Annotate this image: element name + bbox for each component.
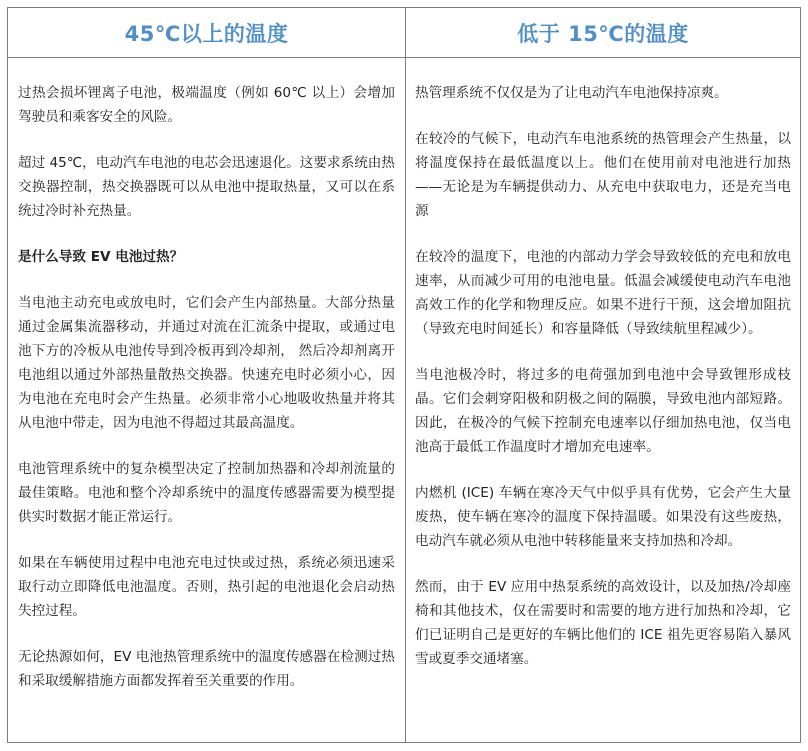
left-paragraph-6: 无论热源如何，EV 电池热管理系统中的温度传感器在检测过热和采取缓解措施方面都发挥着至关重要的作用。	[18, 649, 395, 689]
comparison-table	[7, 7, 801, 743]
right-paragraph-2: 在较冷的气候下，电动汽车电池系统的热管理会产生热量，以将温度保持在最低温度以上。他们在使用前对电池进行加热——无论是为车辆提供动力、从充电中获取电力，还是充当电源	[415, 131, 791, 219]
right-paragraph-3: 在较冷的温度下，电池的内部动力学会导致较低的充电和放电速率，从而减少可用的电池电量。低温会减缓使电动汽车电池高效工作的化学和物理反应。如果不进行干预，这会增加阻抗（导致充电时间延长）和容量降低（导致续航里程减少）。	[415, 249, 791, 337]
left-paragraph-1: 过热会损坏锂离子电池，极端温度（例如 60℃ 以上）会增加驾驶员和乘客安全的风险。	[18, 85, 395, 125]
right-paragraph-1: 热管理系统不仅仅是为了让电动汽车电池保持凉爽。	[415, 85, 728, 101]
left-paragraph-4: 电池管理系统中的复杂模型决定了控制加热器和冷却剂流量的最佳策略。电池和整个冷却系统中的温度传感器需要为模型提供实时数据才能正常运行。	[18, 461, 395, 525]
left-paragraph-3: 当电池主动充电或放电时，它们会产生内部热量。大部分热量通过金属集流器移动，并通过对流在汇流条中提取，或通过电池下方的冷板从电池传导到冷板再到冷却剂， 然后冷却剂离开电池组以通过外部热量散热交换器。快速充电时必须小心，因为电池在充电时会产生热量。必须非常小心地吸收热量并将其从电池中带走，因为电池不得超过其最高温度。	[18, 295, 395, 431]
right-paragraph-4: 当电池极冷时，将过多的电荷强加到电池中会导致锂形成枝晶。它们会刺穿阳极和阴极之间的隔膜，导致电池内部短路。因此，在极冷的气候下控制充电速率以仔细加热电池，仅当电池高于最低工作温度时才增加充电速率。	[415, 367, 791, 455]
header-below-15c: 低于 15℃的温度	[406, 8, 800, 58]
right-paragraph-6: 然而，由于 EV 应用中热泵系统的高效设计，以及加热/冷却座椅和其他技术，仅在需要时和需要的地方进行加热和冷却，它们已证明自己是更好的车辆比他们的 ICE 祖先更容易陷入暴风雪或夏季交通堵塞。	[415, 579, 791, 667]
right-column-body	[406, 58, 800, 742]
right-paragraph-5: 内燃机 (ICE) 车辆在寒冷天气中似乎具有优势，它会产生大量废热，使车辆在寒冷的温度下保持温暖。如果没有这些废热，电动汽车就必须从电池中转移能量来支持加热和冷却。	[415, 485, 791, 549]
left-paragraph-5: 如果在车辆使用过程中电池充电过快或过热，系统必须迅速采取行动立即降低电池温度。否则，热引起的电池退化会启动热失控过程。	[18, 555, 395, 619]
left-subheading: 是什么导致 EV 电池过热？	[18, 249, 184, 265]
header-above-45c: 45℃以上的温度	[8, 8, 406, 58]
left-column-body	[8, 58, 406, 742]
left-paragraph-2: 超过 45℃，电动汽车电池的电芯会迅速退化。这要求系统由热交换器控制，热交换器既可以从电池中提取热量，又可以在系统过冷时补充热量。	[18, 155, 395, 219]
